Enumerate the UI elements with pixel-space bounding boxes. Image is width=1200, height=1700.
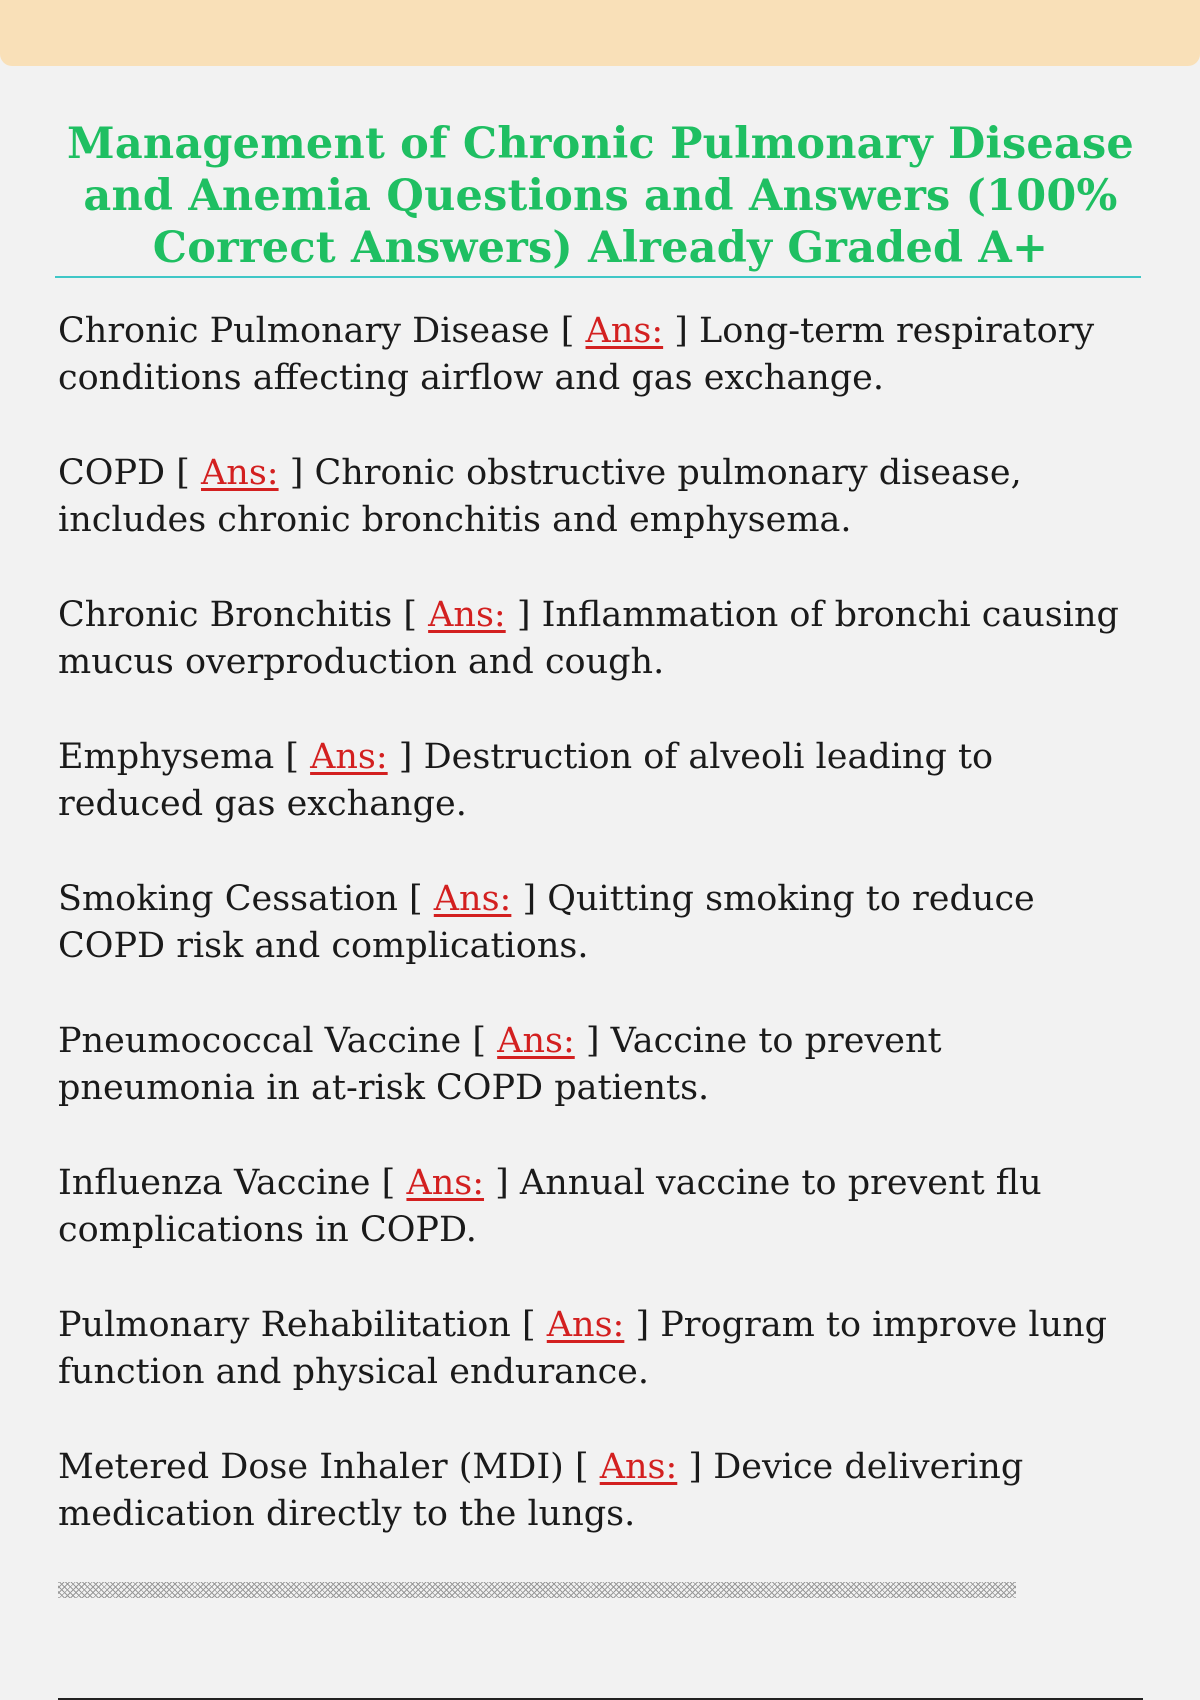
qa-item: Pulmonary Rehabilitation [ Ans: ] Program to improve lung function and physical endurance.	[58, 1305, 1108, 1392]
title-divider	[55, 276, 1141, 278]
qa-item: Chronic Pulmonary Disease [ Ans: ] Long-term respiratory conditions affecting airflow and gas exchange.	[58, 311, 1095, 398]
answer-marker: Ans:	[433, 879, 512, 919]
qa-item: Emphysema [ Ans: ] Destruction of alveoli leading to reduced gas exchange.	[58, 737, 994, 824]
answer-marker: Ans:	[599, 1447, 678, 1487]
qa-term: Pulmonary Rehabilitation	[58, 1305, 511, 1345]
qa-term: Emphysema	[58, 737, 275, 777]
qa-item: Chronic Bronchitis [ Ans: ] Inflammation of bronchi causing mucus overproduction and cough.	[58, 595, 1119, 682]
qa-term: Influenza Vaccine	[58, 1163, 371, 1203]
answer-marker: Ans:	[546, 1305, 625, 1345]
qa-answer: Destruction of alveoli leading to reduced gas exchange.	[58, 737, 994, 824]
qa-term: Smoking Cessation	[58, 879, 398, 919]
qa-answer: Vaccine to prevent pneumonia in at-risk COPD patients.	[58, 1021, 942, 1108]
qa-item: Pneumococcal Vaccine [ Ans: ] Vaccine to prevent pneumonia in at-risk COPD patients.	[58, 1021, 942, 1108]
answer-marker: Ans:	[310, 737, 388, 777]
qa-item: Influenza Vaccine [ Ans: ] Annual vaccine to prevent flu complications in COPD.	[58, 1163, 1042, 1250]
qa-answer: Annual vaccine to prevent flu complications in COPD.	[58, 1163, 1042, 1250]
document-title: Management of Chronic Pulmonary Disease and Anemia Questions and Answers (100% Correct Answers) Already Graded A+	[67, 119, 1134, 273]
qa-answer: Device delivering medication directly to the lungs.	[58, 1447, 1024, 1534]
qa-term: Pneumococcal Vaccine	[58, 1021, 462, 1061]
answer-marker: Ans:	[428, 595, 506, 635]
top-banner	[0, 0, 1200, 66]
qa-term: Chronic Bronchitis	[58, 595, 393, 635]
qa-answer: Quitting smoking to reduce COPD risk and complications.	[58, 879, 1035, 966]
document-page	[58, 118, 1143, 1586]
answer-marker: Ans:	[497, 1021, 575, 1061]
qa-answer: Program to improve lung function and physical endurance.	[58, 1305, 1108, 1392]
qa-term: COPD	[58, 453, 166, 493]
qa-term: Chronic Pulmonary Disease	[58, 311, 550, 351]
answer-marker: Ans:	[201, 453, 279, 493]
answer-marker: Ans:	[406, 1163, 485, 1203]
qa-answer: Long-term respiratory conditions affecting airflow and gas exchange.	[58, 311, 1095, 398]
qa-term: Metered Dose Inhaler (MDI)	[58, 1447, 564, 1487]
answer-marker: Ans:	[585, 311, 664, 351]
qa-list	[58, 308, 1143, 1538]
qa-item: Metered Dose Inhaler (MDI) [ Ans: ] Device delivering medication directly to the lungs.	[58, 1447, 1024, 1534]
qa-answer: Chronic obstructive pulmonary disease, includes chronic bronchitis and emphysema.	[58, 453, 1022, 540]
qa-item: Smoking Cessation [ Ans: ] Quitting smoking to reduce COPD risk and complications.	[58, 879, 1035, 966]
qa-item: COPD [ Ans: ] Chronic obstructive pulmonary disease, includes chronic bronchitis and emphysema.	[58, 453, 1022, 540]
qa-answer: Inflammation of bronchi causing mucus overproduction and cough.	[58, 595, 1119, 682]
hatched-separator	[58, 1582, 1016, 1598]
